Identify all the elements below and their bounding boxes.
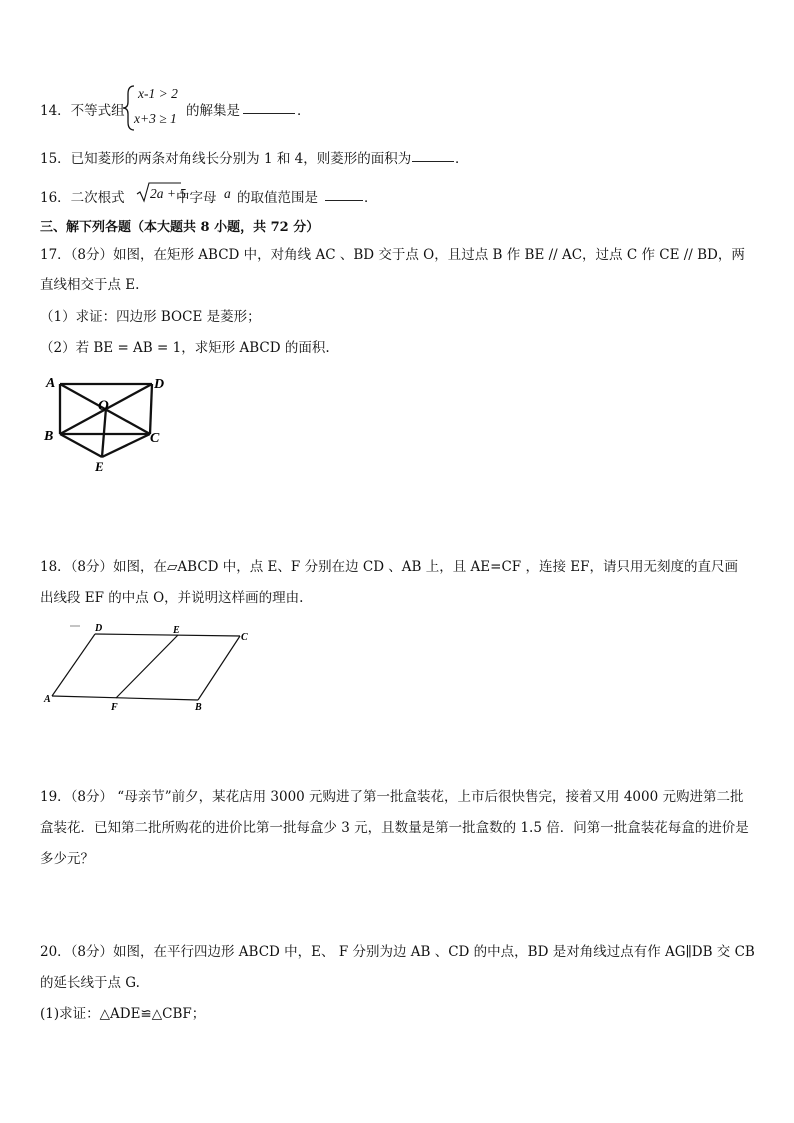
label-C: C: [241, 632, 248, 643]
label-D: D: [154, 377, 165, 392]
q15-text: 15．已知菱形的两条对角线长分别为 1 和 4，则菱形的面积为: [40, 151, 412, 167]
q19-line-1: 19．（8分） “母亲节”前夕，某花店用 3000 元购进了第一批盒装花，上市后很快售完，接着又用 4000 元购进第二批: [40, 789, 744, 805]
q19-line-2: 盒装花．已知第二批所购花的进价比第一批每盒少 3 元，且数量是第一批盒数的 1.5 倍．问第一批盒装花每盒的进价是: [40, 820, 749, 836]
q19-line-3: 多少元？: [40, 851, 94, 867]
q14-inequality-1: x-1 > 2: [138, 86, 178, 101]
q14-prefix: 14．不等式组: [40, 103, 125, 119]
label-B: B: [44, 429, 54, 444]
label-D: D: [95, 623, 103, 634]
q16-radicand: 2a + 5: [150, 186, 187, 201]
parallelogram-figure: [40, 618, 270, 718]
rectangle-figure: [40, 372, 180, 477]
q18-line-2: 出线段 EF 的中点 O，并说明这样画的理由.: [40, 590, 304, 606]
q14-end: ．: [297, 103, 311, 119]
q20-part-1: (1)求证：△ADE≌△CBF；: [40, 1006, 206, 1022]
q14-suffix: 的解集是: [186, 103, 240, 119]
q16-end: ．: [364, 190, 378, 206]
q17-part-2: （2）若 BE = AB = 1，求矩形 ABCD 的面积.: [40, 340, 330, 356]
q16-suffix: 的取值范围是: [237, 190, 318, 206]
label-A: A: [44, 694, 51, 705]
q20-line-1: 20．（8分）如图，在平行四边形 ABCD 中，E、 F 分别为边 AB 、CD 的中点，BD 是对角线过点有作 AG∥DB 交 CB: [40, 944, 755, 960]
label-E: E: [95, 459, 104, 474]
answer-blank: [412, 149, 454, 162]
q17-part-1: （1）求证：四边形 BOCE 是菱形；: [40, 309, 261, 325]
label-O: O: [98, 398, 109, 414]
q16-mid: 中字母: [176, 190, 217, 206]
q16-variable: a: [224, 186, 231, 201]
label-B: B: [195, 702, 202, 713]
answer-blank: [243, 101, 295, 114]
q14-inequality-2: x+3 ≥ 1: [134, 111, 177, 126]
label-A: A: [46, 376, 56, 391]
q18-line-1: 18．（8分）如图，在▱ABCD 中，点 E、F 分别在边 CD 、AB 上，且 AE=CF ，连接 EF，请只用无刻度的直尺画: [40, 559, 738, 575]
label-E: E: [173, 625, 180, 636]
label-F: F: [111, 702, 118, 713]
answer-blank: [325, 188, 363, 201]
q17-line-2: 直线相交于点 E.: [40, 277, 140, 293]
q20-line-2: 的延长线于点 G.: [40, 975, 140, 991]
q15-end: ．: [455, 151, 469, 167]
q17-line-1: 17．（8分）如图，在矩形 ABCD 中，对角线 AC 、BD 交于点 O，且过点 B 作 BE // AC，过点 C 作 CE // BD，两: [40, 247, 745, 263]
q16-prefix: 16．二次根式: [40, 190, 125, 206]
section-3-title: 三、解下列各题（本大题共 8 小题，共 72 分）: [40, 220, 320, 235]
label-C: C: [150, 431, 160, 446]
